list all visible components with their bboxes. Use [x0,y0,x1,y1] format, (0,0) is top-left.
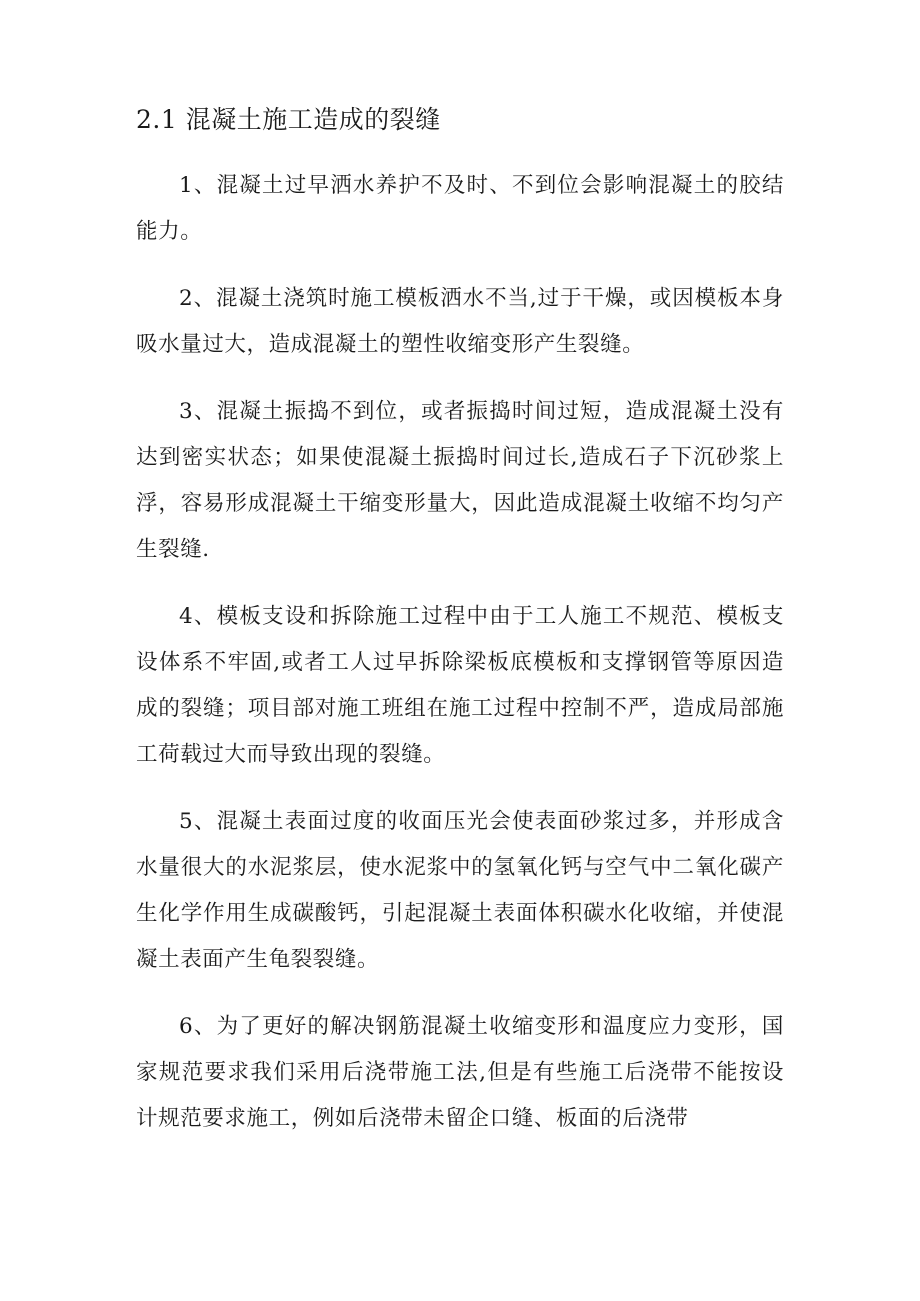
document-body [136,96,784,1163]
paragraph-5: 5、混凝土表面过度的收面压光会使表面砂浆过多，并形成含水量很大的水泥浆层，使水泥浆中的氢氧化钙与空气中二氧化碳产生化学作用生成碳酸钙，引起混凝土表面体积碳水化收缩，并使混凝土表面产生龟裂裂缝。 [136,809,784,972]
paragraph-4: 4、模板支设和拆除施工过程中由于工人施工不规范、模板支设体系不牢固,或者工人过早拆除梁板底模板和支撑钢管等原因造成的裂缝；项目部对施工班组在施工过程中控制不严，造成局部施工荷载过大而导致出现的裂缝。 [136,604,784,767]
paragraph-3: 3、混凝土振捣不到位，或者振捣时间过短，造成混凝土没有达到密实状态；如果使混凝土振捣时间过长,造成石子下沉砂浆上浮，容易形成混凝土干缩变形量大，因此造成混凝土收缩不均匀产生裂缝. [136,399,784,562]
paragraph-2: 2、混凝土浇筑时施工模板洒水不当,过于干燥，或因模板本身吸水量过大，造成混凝土的塑性收缩变形产生裂缝。 [136,286,784,357]
paragraph-6: 6、为了更好的解决钢筋混凝土收缩变形和温度应力变形，国家规范要求我们采用后浇带施工法,但是有些施工后浇带不能按设计规范要求施工，例如后浇带未留企口缝、板面的后浇带 [136,1014,784,1131]
section-heading: 2.1 混凝土施工造成的裂缝 [136,105,441,134]
paragraph-1: 1、混凝土过早洒水养护不及时、不到位会影响混凝土的胶结能力。 [136,173,784,244]
